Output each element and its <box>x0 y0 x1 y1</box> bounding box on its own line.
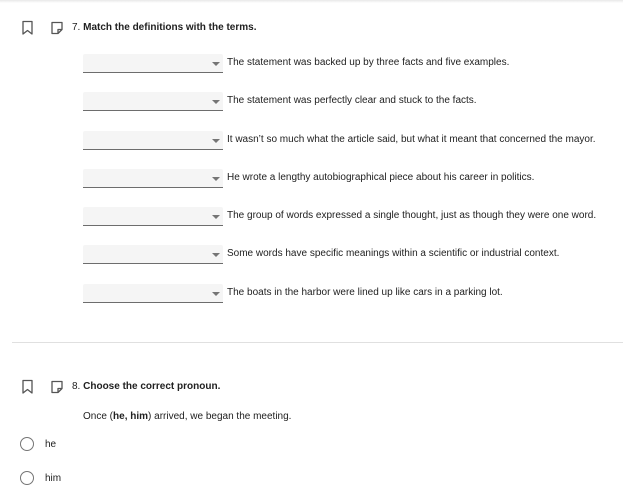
definition-text: He wrote a lengthy autobiographical piece about his career in politics. <box>227 172 535 183</box>
term-dropdown[interactable] <box>83 207 223 226</box>
radio-button[interactable] <box>20 471 34 485</box>
match-row <box>83 92 623 112</box>
definition-text: It wasn’t so much what the article said, but what it meant that concerned the mayor. <box>227 134 596 145</box>
note-icon[interactable] <box>50 379 64 395</box>
definition-text: The statement was perfectly clear and stuck to the facts. <box>227 95 477 106</box>
match-row <box>83 207 623 227</box>
match-row <box>83 131 623 151</box>
match-row <box>83 284 623 304</box>
question-number: 8. <box>72 381 81 392</box>
question-title <box>72 380 220 394</box>
question-number: 7. <box>72 22 81 33</box>
term-dropdown[interactable] <box>83 92 223 111</box>
bookmark-icon[interactable] <box>21 20 35 36</box>
option-label: he <box>45 439 57 450</box>
question-title <box>72 21 256 35</box>
dropdown-arrow-icon <box>212 100 220 104</box>
definition-text: The group of words expressed a single thought, just as though they were one word. <box>227 210 597 221</box>
question-text: Match the definitions with the terms. <box>83 22 257 33</box>
question-8-header <box>0 377 623 397</box>
definition-text: The boats in the harbor were lined up like cars in a parking lot. <box>227 287 503 298</box>
option-label: him <box>45 473 62 484</box>
question-7-header <box>0 18 623 38</box>
dropdown-arrow-icon <box>212 177 220 181</box>
question-divider <box>12 342 623 343</box>
definition-text: The statement was backed up by three facts and five examples. <box>227 57 510 68</box>
term-dropdown[interactable] <box>83 284 223 303</box>
match-row <box>83 54 623 74</box>
definition-text: Some words have specific meanings within a scientific or industrial context. <box>227 248 560 259</box>
dropdown-arrow-icon <box>212 62 220 66</box>
top-shadow <box>0 0 623 3</box>
radio-button[interactable] <box>20 437 34 451</box>
bookmark-icon[interactable] <box>21 379 35 395</box>
question-prompt: Once (he, him) arrived, we began the meeting. <box>83 411 292 422</box>
question-text: Choose the correct pronoun. <box>83 381 221 392</box>
match-row <box>83 245 623 265</box>
dropdown-arrow-icon <box>212 253 220 257</box>
answer-option-he[interactable] <box>20 437 220 455</box>
term-dropdown[interactable] <box>83 54 223 73</box>
dropdown-arrow-icon <box>212 215 220 219</box>
note-icon[interactable] <box>50 20 64 36</box>
match-row <box>83 169 623 189</box>
dropdown-arrow-icon <box>212 292 220 296</box>
term-dropdown[interactable] <box>83 169 223 188</box>
term-dropdown[interactable] <box>83 131 223 150</box>
term-dropdown[interactable] <box>83 245 223 264</box>
dropdown-arrow-icon <box>212 139 220 143</box>
answer-option-him[interactable] <box>20 471 220 489</box>
